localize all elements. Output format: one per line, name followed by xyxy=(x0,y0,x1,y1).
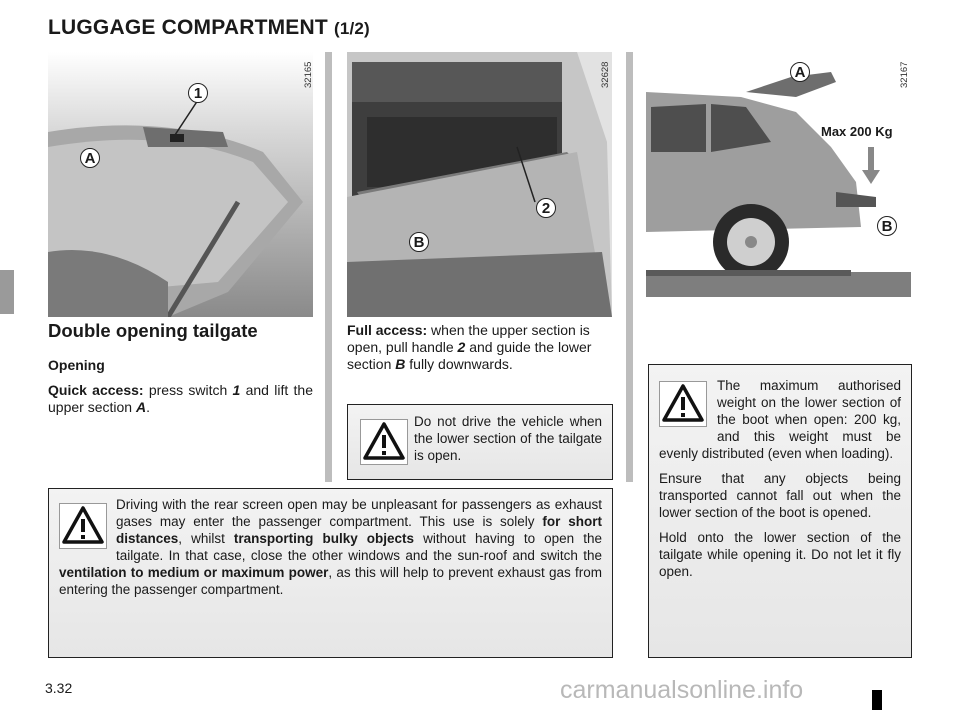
warning-drive-text: Do not drive the vehicle when the lower section of the tailgate is open. xyxy=(414,414,602,463)
warning-triangle-icon xyxy=(360,419,408,465)
photo-car-side-view xyxy=(646,52,911,297)
quick-access-paragraph: Quick access: press switch 1 and lift the upper section A. xyxy=(48,382,313,415)
warning-box-max-weight xyxy=(648,364,912,658)
watermark: carmanualsonline.info xyxy=(560,676,804,704)
callout-1: 1 xyxy=(188,83,208,103)
warning-rear-screen-text: Driving with the rear screen open may be unpleasant for passengers as exhaust gases may enter the passenger compartment. This use is solely for short distances, whilst transporting bulky objects without having to open the tailgate. In that case, close the other windows and the sun-roof and switch the ventilation to medium or maximum power, as this will help to prevent exhaust gas from entering the passenger compartment. xyxy=(59,497,602,597)
image-code: 32167 xyxy=(899,61,910,88)
column-divider-left xyxy=(325,52,332,482)
opening-label: Opening xyxy=(48,357,105,373)
warning-max-weight-p3: Hold onto the lower section of the tailgate while opening it. Do not let it fly open. xyxy=(659,530,901,579)
photo-boot-lower-section xyxy=(347,52,612,317)
section-heading: Double opening tailgate xyxy=(48,320,258,341)
warning-max-weight-p2: Ensure that any objects being transported cannot fall out when the lower section of the boot is opened. xyxy=(659,471,901,520)
image-code: 32165 xyxy=(303,61,314,88)
callout-a: A xyxy=(80,148,100,168)
page-title xyxy=(48,16,370,40)
callout-b: B xyxy=(877,216,897,236)
chapter-tab xyxy=(0,270,14,314)
image-code: 32628 xyxy=(600,61,611,88)
callout-b: B xyxy=(409,232,429,252)
page-marker xyxy=(872,690,882,710)
callout-a: A xyxy=(790,62,810,82)
callout-2: 2 xyxy=(536,198,556,218)
photo-tailgate-switch xyxy=(48,52,313,317)
warning-max-weight-text: The maximum authorised weight on the lower section of the boot when open: 200 kg, and this weight must be evenly distributed (even when loading). Ensure that any objects being transported cannot fall out when the lower section of the boot is opened. Hold onto the lower section of the tailgate while opening it. Do not let it fly open. xyxy=(659,378,901,579)
column-divider-right xyxy=(626,52,633,482)
warning-box-rear-screen xyxy=(48,488,613,658)
title-suffix: (1/2) xyxy=(333,19,370,38)
title-text: LUGGAGE COMPARTMENT xyxy=(48,16,328,39)
warning-box-drive xyxy=(347,404,613,480)
full-access-paragraph: Full access: when the upper section is open, pull handle 2 and guide the lower section B fully downwards. xyxy=(347,322,592,372)
page-number: 3.32 xyxy=(45,680,73,696)
max-weight-label: Max 200 Kg xyxy=(821,124,893,139)
